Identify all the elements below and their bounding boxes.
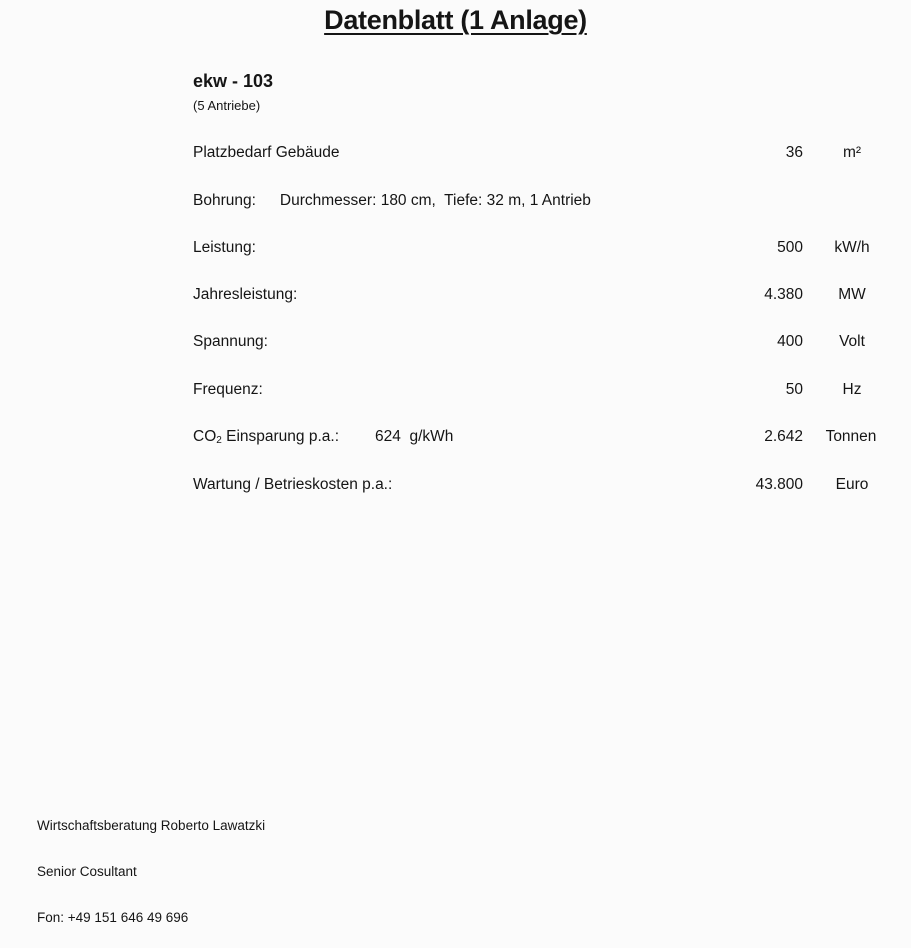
spannung-label: Spannung: [193,333,268,350]
wartung-label: Wartung / Betrieskosten p.a.: [193,476,393,493]
footer-role: Senior Cosultant [37,864,137,879]
co2-unit: Tonnen [825,428,877,445]
jahresleistung-value: 4.380 [764,286,803,303]
wartung-unit: Euro [835,476,869,493]
frequenz-unit: Hz [842,381,862,398]
co2-value: 2.642 [764,428,803,445]
platzbedarf-value: 36 [785,144,803,161]
model-name: ekw - 103 [193,71,274,91]
platzbedarf-unit: m² [842,144,862,161]
jahresleistung-label: Jahresleistung: [193,286,298,303]
co2-detail: 624 g/kWh [375,428,454,445]
co2-label-suffix: Einsparung p.a.: [221,428,340,445]
co2-row [193,427,453,447]
wartung-value: 43.800 [755,476,803,493]
footer-phone: Fon: +49 151 646 49 696 [37,910,189,925]
leistung-value: 500 [777,239,803,256]
bohrung-row [193,191,591,211]
bohrung-label: Bohrung: [193,192,256,209]
spannung-value: 400 [777,333,803,350]
co2-label-sub: 2 [216,435,222,446]
co2-label-prefix: CO [193,428,217,445]
jahresleistung-unit: MW [838,286,866,303]
leistung-label: Leistung: [193,239,256,256]
spannung-unit: Volt [839,333,865,350]
bohrung-detail: Durchmesser: 180 cm, Tiefe: 32 m, 1 Antrieb [279,192,591,209]
leistung-unit: kW/h [834,239,870,256]
frequenz-value: 50 [785,381,803,398]
document-title: Datenblatt (1 Anlage) [324,5,587,35]
platzbedarf-label: Platzbedarf Gebäude [193,144,340,161]
frequenz-label: Frequenz: [193,381,263,398]
footer-company: Wirtschaftsberatung Roberto Lawatzki [37,818,266,833]
model-subtitle: (5 Antriebe) [193,98,261,113]
